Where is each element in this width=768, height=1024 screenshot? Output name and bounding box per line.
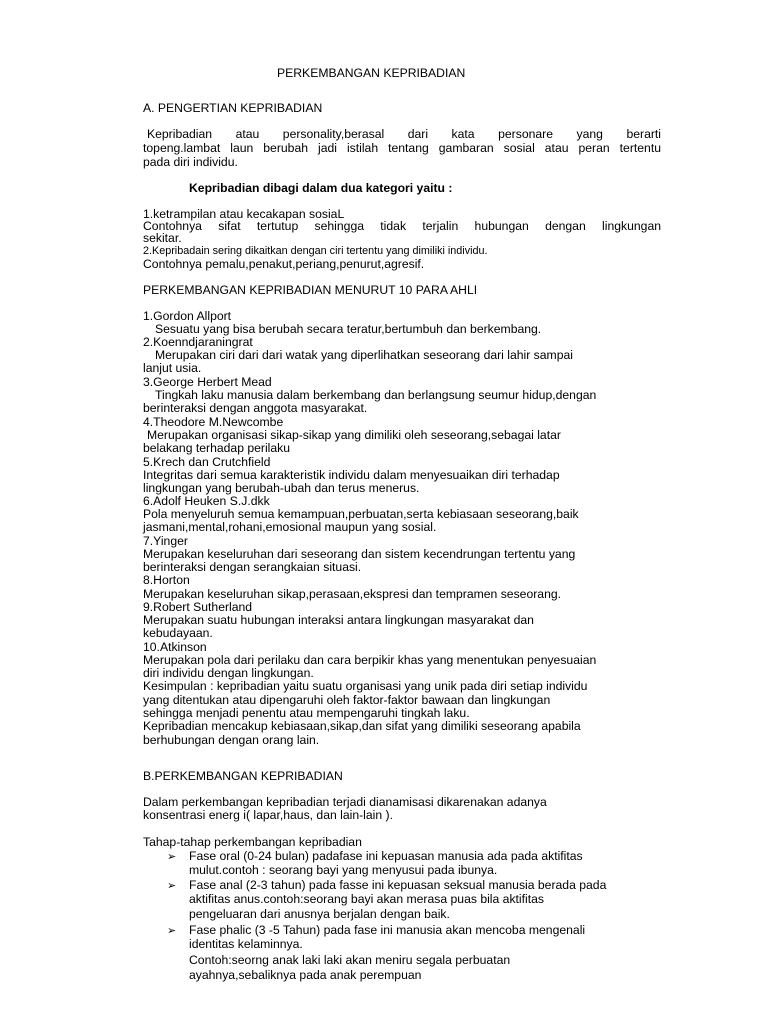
- paragraph-line: Kepribadian atau personality,berasal dari kata personare yang berarti: [147, 127, 661, 141]
- paragraph-line: Contohnya pemalu,penakut,periang,penurut,agresif.: [143, 257, 425, 271]
- category-item: 2.Kepribadain sering dikaitkan dengan ciri tertentu yang dimiliki individu.: [143, 245, 488, 257]
- expert-definition: belakang terhadap perilaku: [143, 441, 291, 455]
- stage-line: Fase oral (0-24 bulan) padafase ini kepuasan manusia ada pada aktifitas: [189, 849, 583, 863]
- stage-line: Contoh:seorng anak laki laki akan meniru segala perbuatan: [189, 953, 511, 967]
- expert-definition: diri individu dengan lingkungan.: [143, 666, 314, 680]
- section-b-heading: B.PERKEMBANGAN KEPRIBADIAN: [143, 769, 343, 783]
- categories-label: Kepribadian dibagi dalam dua kategori yaitu :: [189, 181, 453, 195]
- section-a-heading: A. PENGERTIAN KEPRIBADIAN: [143, 101, 323, 115]
- conclusion-line: Kesimpulan : kepribadian yaitu suatu organisasi yang unik pada diri setiap individu: [143, 679, 588, 693]
- expert-name: 2.Koenndjaraningrat: [143, 335, 253, 349]
- expert-name: 8.Horton: [143, 573, 190, 587]
- stage-line: Fase phalic (3 -5 Tahun) pada fase ini manusia akan mencoba mengenali: [189, 923, 586, 937]
- stage-line: pengeluaran dari anusnya berjalan dengan baik.: [189, 907, 450, 921]
- expert-definition: Integritas dari semua karakteristik individu dalam menyesuaikan diri terhadap: [143, 468, 560, 482]
- expert-name: 3.George Herbert Mead: [143, 375, 272, 389]
- expert-definition: lanjut usia.: [143, 361, 202, 375]
- arrow-bullet-icon: ➢: [167, 880, 177, 892]
- expert-definition: lingkungan yang berubah-ubah dan terus menerus.: [143, 481, 420, 495]
- arrow-bullet-icon: ➢: [167, 851, 177, 863]
- expert-definition: Merupakan keseluruhan dari seseorang dan sistem kecendrungan tertentu yang: [143, 547, 576, 561]
- expert-definition: Merupakan organisasi sikap-sikap yang dimiliki oleh seseorang,sebagai latar: [147, 428, 561, 442]
- expert-definition: Tingkah laku manusia dalam berkembang dan berlangsung seumur hidup,dengan: [155, 388, 597, 402]
- expert-definition: Merupakan pola dari perilaku dan cara berpikir khas yang menentukan penyesuaian: [143, 653, 597, 667]
- stage-line: ayahnya,sebaliknya pada anak perempuan: [189, 968, 422, 982]
- expert-definition: Merupakan keseluruhan sikap,perasaan,ekspresi dan tempramen seseorang.: [143, 587, 562, 601]
- expert-name: 1.Gordon Allport: [143, 309, 232, 323]
- expert-definition: Sesuatu yang bisa berubah secara teratur,bertumbuh dan berkembang.: [155, 322, 542, 336]
- expert-definition: kebudayaan.: [143, 626, 213, 640]
- expert-name: 10.Atkinson: [143, 640, 207, 654]
- expert-definition: berinteraksi dengan serangkaian situasi.: [143, 560, 362, 574]
- stage-line: aktifitas anus.contoh:seorang bayi akan merasa puas bila aktifitas: [189, 892, 544, 906]
- paragraph-line: topeng.lambat laun berubah jadi istilah tentang gambaran sosial atau peran tertentu: [143, 141, 661, 155]
- expert-name: 5.Krech dan Crutchfield: [143, 455, 271, 469]
- stage-line: mulut.contoh : seorang bayi yang menyusui pada ibunya.: [189, 863, 498, 877]
- expert-definition: Pola menyeluruh semua kemampuan,perbuatan,serta kebiasaan seseorang,baik: [143, 507, 579, 521]
- arrow-bullet-icon: ➢: [167, 925, 177, 937]
- paragraph-line: sekitar.: [143, 231, 182, 245]
- expert-definition: Merupakan ciri dari dari watak yang diperlihatkan seseorang dari lahir sampai: [155, 348, 573, 362]
- expert-name: 9.Robert Sutherland: [143, 600, 253, 614]
- expert-name: 7.Yinger: [143, 534, 188, 548]
- expert-name: 6.Adolf Heuken S.J.dkk: [143, 494, 270, 508]
- paragraph-line: Contohnya sifat tertutup sehingga tidak terjalin hubungan dengan lingkungan: [143, 219, 661, 233]
- paragraph-line: konsentrasi energ i( lapar,haus, dan lain-lain ).: [143, 808, 393, 822]
- stage-line: identitas kelaminnya.: [189, 937, 303, 951]
- conclusion-line: yang ditentukan atau dipengaruhi oleh faktor-faktor bawaan dan lingkungan: [143, 693, 551, 707]
- conclusion-line: sehingga menjadi penentu atau mempengaruhi tingkah laku.: [143, 706, 470, 720]
- paragraph-line: Dalam perkembangan kepribadian terjadi dianamisasi dikarenakan adanya: [143, 795, 547, 809]
- experts-heading: PERKEMBANGAN KEPRIBADIAN MENURUT 10 PARA AHLI: [143, 283, 478, 297]
- conclusion-line: Kepribadian mencakup kebiasaan,sikap,dan sifat yang dimiliki seseorang apabila: [143, 719, 581, 733]
- stage-line: Fase anal (2-3 tahun) pada fasse ini kepuasan seksual manusia berada pada: [189, 878, 607, 892]
- expert-definition: jasmani,mental,rohani,emosional maupun yang sosial.: [143, 520, 437, 534]
- stages-label: Tahap-tahap perkembangan kepribadian: [143, 835, 362, 849]
- expert-name: 4.Theodore M.Newcombe: [143, 415, 284, 429]
- conclusion-line: berhubungan dengan orang lain.: [143, 733, 320, 747]
- category-item: 1.ketrampilan atau kecakapan sosiaL: [143, 207, 345, 221]
- paragraph-line: pada diri individu.: [143, 155, 238, 169]
- expert-definition: berinteraksi dengan anggota masyarakat.: [143, 401, 368, 415]
- page-title: PERKEMBANGAN KEPRIBADIAN: [277, 66, 466, 80]
- expert-definition: Merupakan suatu hubungan interaksi antara lingkungan masyarakat dan: [143, 613, 534, 627]
